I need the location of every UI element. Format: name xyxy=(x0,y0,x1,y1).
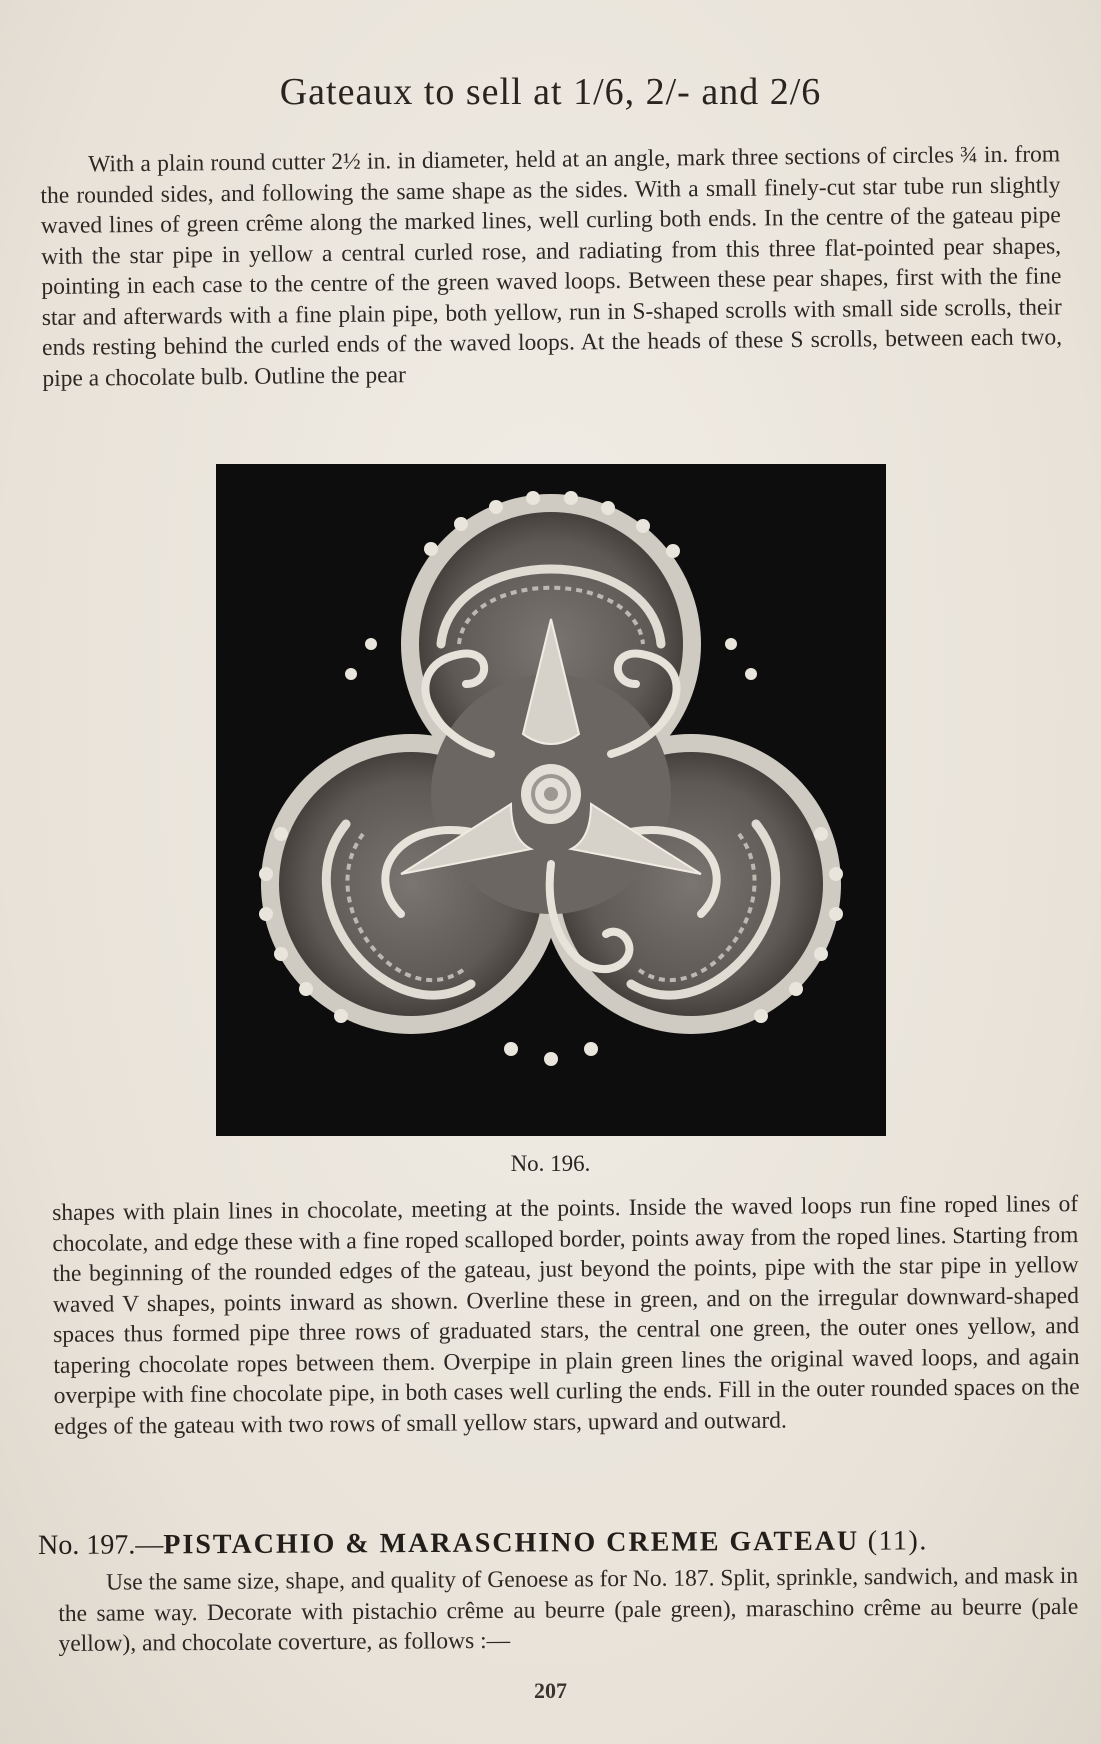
section-paragraph-text: Use the same size, shape, and quality of Genoese as for No. 187. Split, sprinkle, sandwich, and mask in the same way. Decorate with pistachio crême au beurre (pale green), maraschino crême au beurre (pale yellow), and chocolate coverture, as follows :— xyxy=(58,1562,1079,1657)
gateau-illustration xyxy=(216,464,886,1136)
section-heading-number: No. 197.— xyxy=(38,1529,164,1561)
continuation-paragraph xyxy=(52,1189,1080,1442)
section-heading-suffix: (11). xyxy=(867,1525,928,1557)
page-number: 207 xyxy=(534,1678,567,1703)
gateau-photograph xyxy=(216,464,886,1136)
section-heading-title: PISTACHIO & MARASCHINO CREME GATEAU xyxy=(163,1525,860,1561)
page-title: Gateaux to sell at 1/6, 2/- and 2/6 xyxy=(279,71,822,113)
intro-paragraph xyxy=(40,139,1062,394)
continuation-paragraph-text: shapes with plain lines in chocolate, meeting at the points. Inside the waved loops run fine roped lines of chocolate, and edge these with a fine roped scalloped border, points away from the roped lines. Starting from the beginning of the rounded edges of the gateau, just beyond the points, pipe with the star pipe in yellow waved V shapes, points inward as shown. Overline these in green, and on the irregular downward-shaped spaces thus formed pipe three rows of graduated stars, the central one green, the outer ones yellow, and tapering chocolate ropes between them. Overpipe in plain green lines the original waved loops, and again overpipe with fine chocolate pipe, in both cases well curling the ends. Fill in the outer rounded spaces on the edges of the gateau with two rows of small yellow stars, upward and outward. xyxy=(52,1191,1080,1440)
figure-caption: No. 196. xyxy=(510,1151,591,1176)
intro-paragraph-text: With a plain round cutter 2½ in. in diameter, held at an angle, mark three sections of circles ¾ in. from the rounded sides, and following the same shape as the sides. With a small finely-cut star tube run slightly waved lines of green crême along the marked lines, well curling both ends. In the centre of the gateau pipe with the star pipe in yellow a central curled rose, and radiating from this three flat-pointed pear shapes, pointing in each case to the centre of the green waved loops. Between these pear shapes, first with the fine star and afterwards with a fine plain pipe, both yellow, run in S-shaped scrolls with small side scrolls, their ends resting behind the curled ends of the waved loops. At the heads of these S scrolls, between each two, pipe a chocolate bulb. Outline the pear xyxy=(40,141,1063,392)
section-paragraph xyxy=(58,1561,1079,1660)
section-heading xyxy=(38,1524,1098,1562)
